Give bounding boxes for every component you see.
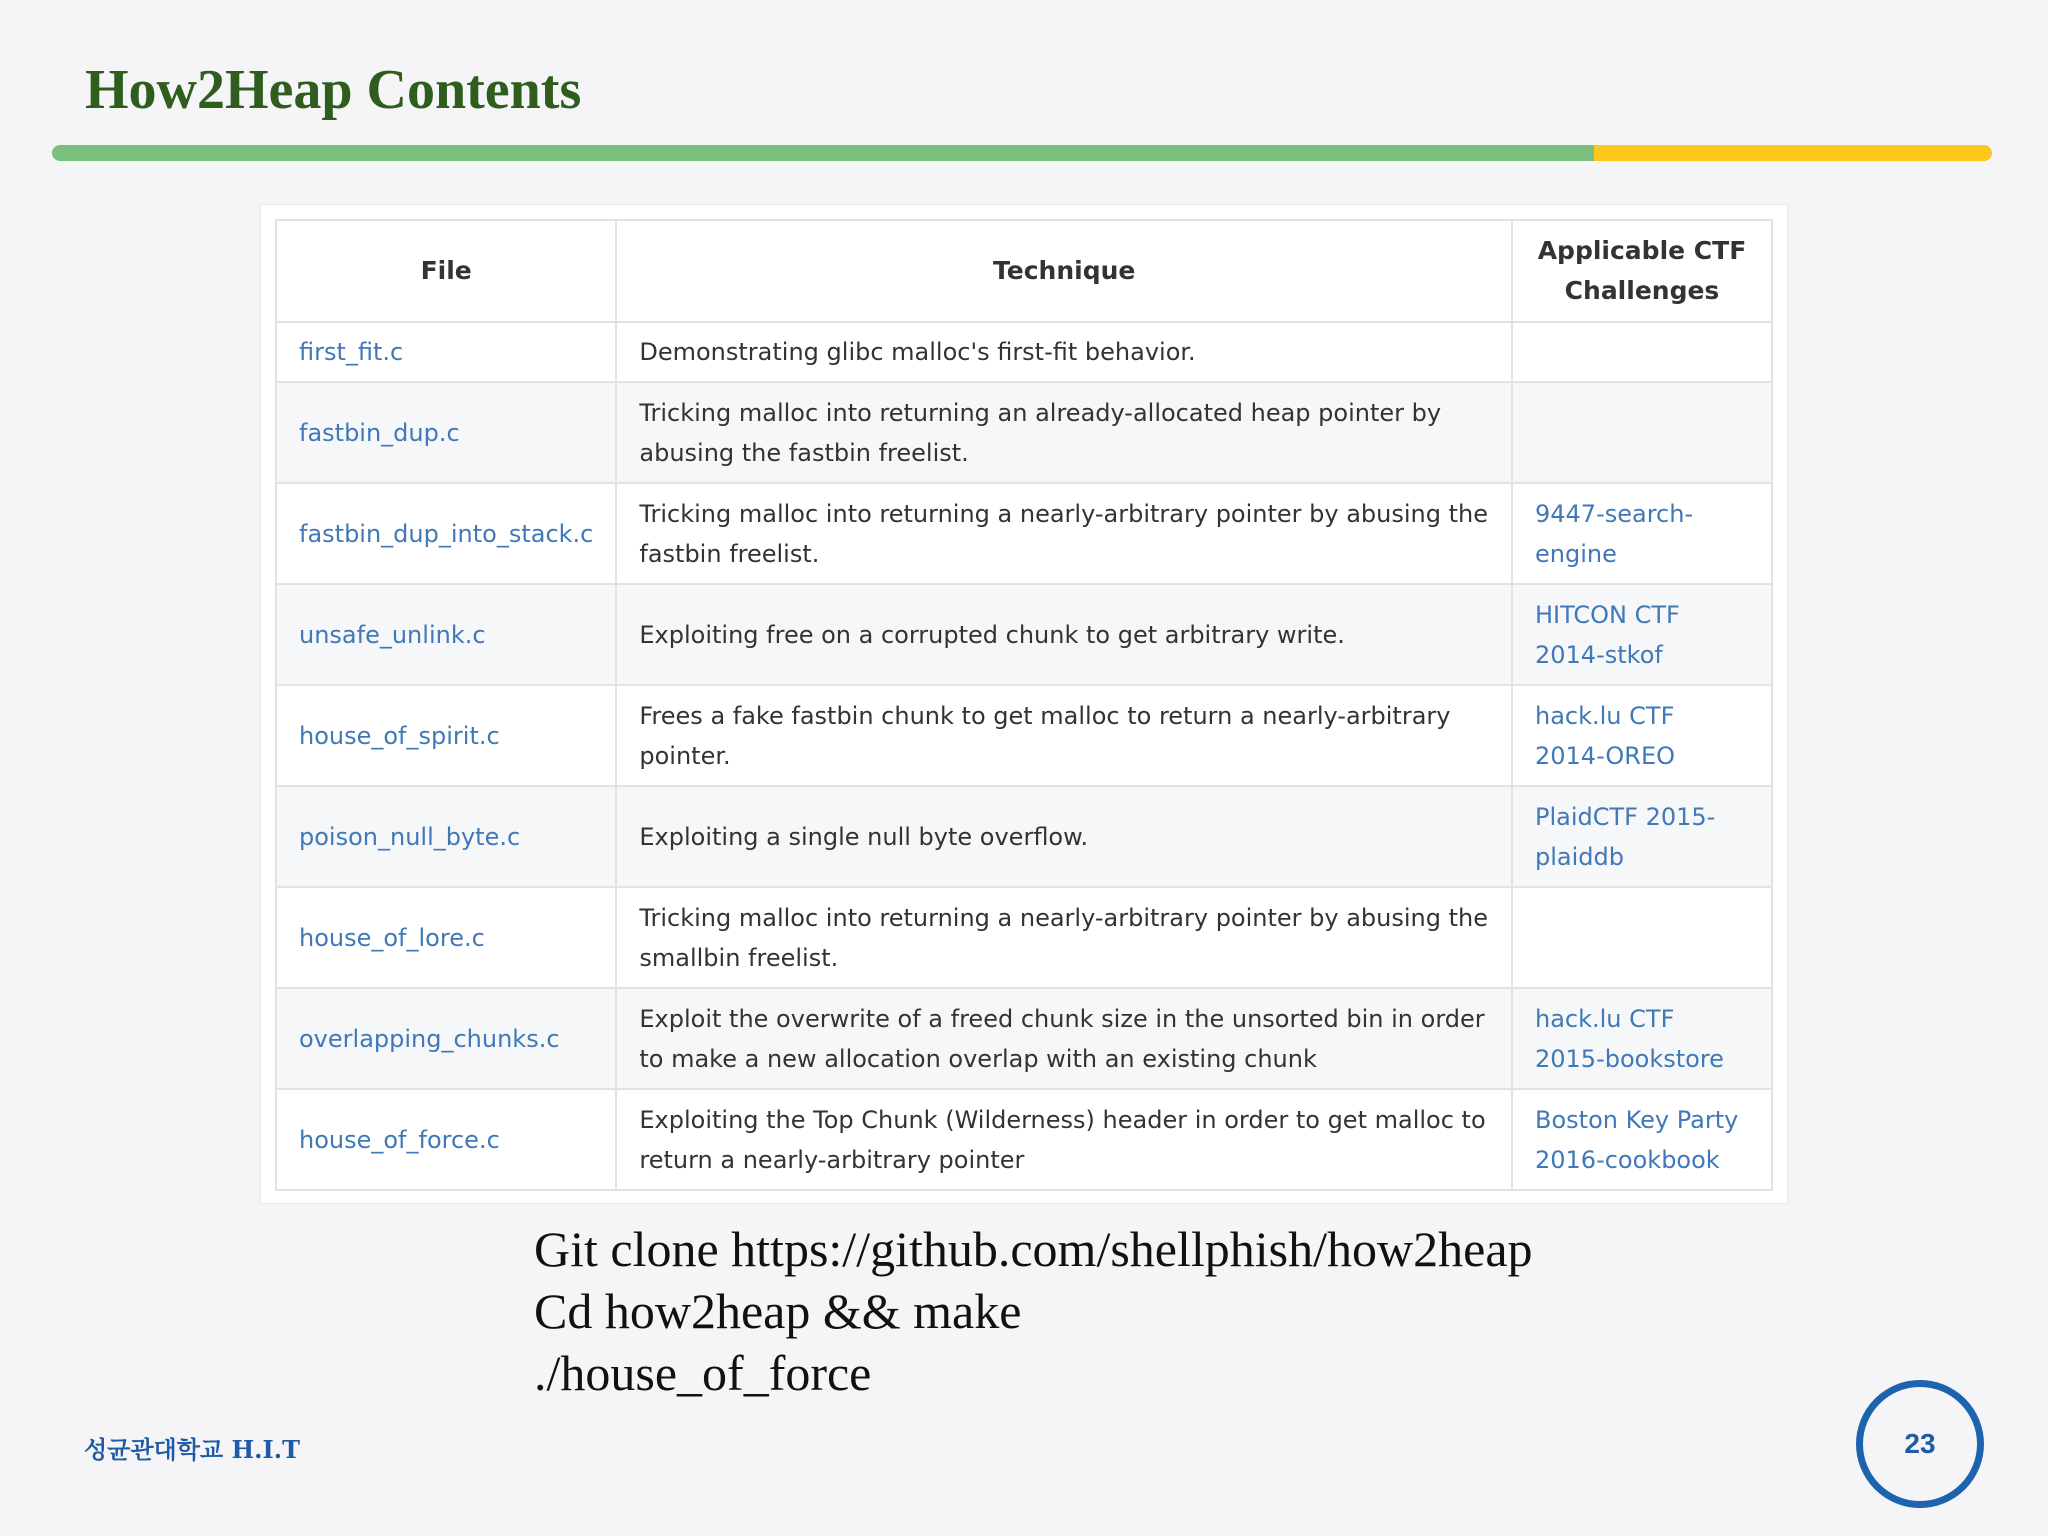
table-row	[276, 685, 1772, 786]
ctf-link[interactable]: hack.lu CTF 2014-OREO	[1512, 685, 1772, 786]
ctf-link[interactable]: HITCON CTF 2014-stkof	[1512, 584, 1772, 685]
file-link[interactable]: overlapping_chunks.c	[276, 988, 616, 1089]
title-underline-green	[52, 145, 1600, 161]
technique-cell: Demonstrating glibc malloc's first-fit behavior.	[616, 322, 1512, 382]
ctf-link[interactable]	[1512, 382, 1772, 483]
ctf-link[interactable]: hack.lu CTF 2015-bookstore	[1512, 988, 1772, 1089]
technique-cell: Frees a fake fastbin chunk to get malloc to return a nearly-arbitrary pointer.	[616, 685, 1512, 786]
file-link[interactable]: house_of_spirit.c	[276, 685, 616, 786]
technique-cell: Exploit the overwrite of a freed chunk size in the unsorted bin in order to make a new allocation overlap with an existing chunk	[616, 988, 1512, 1089]
technique-cell: Tricking malloc into returning an already-allocated heap pointer by abusing the fastbin freelist.	[616, 382, 1512, 483]
table-row	[276, 786, 1772, 887]
title-underline-yellow	[1594, 145, 1992, 161]
file-link[interactable]: first_fit.c	[276, 322, 616, 382]
table-panel	[260, 204, 1788, 1204]
file-link[interactable]: fastbin_dup_into_stack.c	[276, 483, 616, 584]
header-technique: Technique	[616, 220, 1512, 322]
command-line: Cd how2heap && make	[534, 1283, 1022, 1339]
ctf-link[interactable]	[1512, 322, 1772, 382]
file-link[interactable]: house_of_force.c	[276, 1089, 616, 1190]
table-header-row	[276, 220, 1772, 322]
file-link[interactable]: fastbin_dup.c	[276, 382, 616, 483]
table-row	[276, 483, 1772, 584]
table-row	[276, 887, 1772, 988]
technique-cell: Exploiting a single null byte overflow.	[616, 786, 1512, 887]
command-block	[534, 1218, 1533, 1404]
ctf-link[interactable]	[1512, 887, 1772, 988]
header-file: File	[276, 220, 616, 322]
technique-cell: Tricking malloc into returning a nearly-arbitrary pointer by abusing the fastbin freelist.	[616, 483, 1512, 584]
ctf-link[interactable]: PlaidCTF 2015-plaiddb	[1512, 786, 1772, 887]
ctf-link[interactable]: 9447-search-engine	[1512, 483, 1772, 584]
table-row	[276, 988, 1772, 1089]
table-row	[276, 1089, 1772, 1190]
technique-cell: Exploiting the Top Chunk (Wilderness) header in order to get malloc to return a nearly-arbitrary pointer	[616, 1089, 1512, 1190]
file-link[interactable]: unsafe_unlink.c	[276, 584, 616, 685]
table-row	[276, 382, 1772, 483]
table-row	[276, 322, 1772, 382]
technique-cell: Tricking malloc into returning a nearly-arbitrary pointer by abusing the smallbin freelist.	[616, 887, 1512, 988]
slide-title: How2Heap Contents	[85, 59, 582, 121]
command-line: Git clone https://github.com/shellphish/how2heap	[534, 1221, 1533, 1277]
table-row	[276, 584, 1772, 685]
ctf-link[interactable]: Boston Key Party 2016-cookbook	[1512, 1089, 1772, 1190]
header-ctf: Applicable CTF Challenges	[1512, 220, 1772, 322]
file-link[interactable]: poison_null_byte.c	[276, 786, 616, 887]
footer-label: 성균관대학교 H.I.T	[84, 1435, 300, 1464]
file-link[interactable]: house_of_lore.c	[276, 887, 616, 988]
technique-cell: Exploiting free on a corrupted chunk to get arbitrary write.	[616, 584, 1512, 685]
page-number: 23	[1856, 1380, 1984, 1508]
command-line: ./house_of_force	[534, 1345, 872, 1401]
how2heap-table	[275, 219, 1773, 1191]
